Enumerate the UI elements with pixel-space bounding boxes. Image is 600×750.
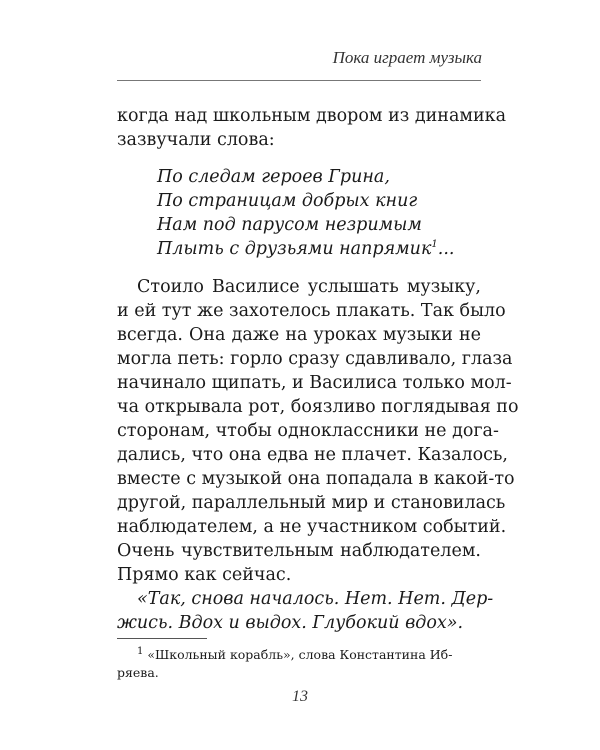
paragraph-line-12: Очень чувствительным наблюдателем. [117, 541, 481, 561]
verse-line-4-text: Плыть с друзьями напрямик [157, 239, 432, 259]
poem-quote [117, 165, 481, 261]
paragraph-line-13: Прямо как сейчас. [117, 565, 292, 585]
paragraph-line-11: наблюдателем, а не участником событий. [117, 517, 507, 537]
verse-ellipsis: ... [437, 239, 455, 259]
paragraph-line-9: вместе с музыкой она попадала в какой-то [117, 469, 515, 489]
thought-line-1: «Так, снова началось. Нет. Нет. Дер- [137, 589, 494, 609]
paragraph-line-2: и ей тут же захотелось плакать. Так было [117, 301, 506, 321]
footnote-line-2: ряева. [117, 665, 159, 680]
paragraph-line-1: Стоило Василисе услышать музыку, [137, 277, 481, 297]
footnote-text-1: «Школьный корабль», слова Константина Иб- [147, 647, 453, 662]
footnote-marker: 1 [137, 645, 144, 657]
paragraph-line-7: сторонам, чтобы одноклассники не дога- [117, 421, 499, 441]
footnote-ref[interactable]: 1 [431, 239, 438, 251]
verse-line-4 [117, 237, 481, 261]
footnote-line-1 [117, 646, 481, 664]
header-rule [117, 80, 481, 81]
page-number: 13 [292, 688, 308, 705]
main-text [117, 104, 519, 635]
intro-line-1: когда над школьным двором из динамика [117, 106, 507, 126]
paragraph-line-4: могла петь: горло сразу сдавливало, глаза [117, 349, 513, 369]
verse-line-2: По страницам добрых книг [157, 191, 418, 211]
thought-line-2: жись. Вдох и выдох. Глубокий вдох». [117, 613, 464, 633]
paragraph-line-8: дались, что она едва не плачет. Казалось, [117, 445, 508, 465]
paragraph-line-5: начинало щипать, и Василиса только мол- [117, 373, 512, 393]
paragraph-line-10: другой, параллельный мир и становилась [117, 493, 506, 513]
verse-line-1: По следам героев Грина, [157, 167, 390, 187]
footnote [117, 646, 481, 682]
footnote-rule [117, 638, 207, 639]
intro-line-2: зазвучали слова: [117, 130, 275, 150]
running-head-title: Пока играет музыка [332, 48, 482, 67]
verse-line-3: Нам под парусом незримым [157, 215, 422, 235]
paragraph-line-6: ча открывала рот, боязливо поглядывая по [117, 397, 519, 417]
paragraph-line-3: всегда. Она даже на уроках музыки не [117, 325, 481, 345]
